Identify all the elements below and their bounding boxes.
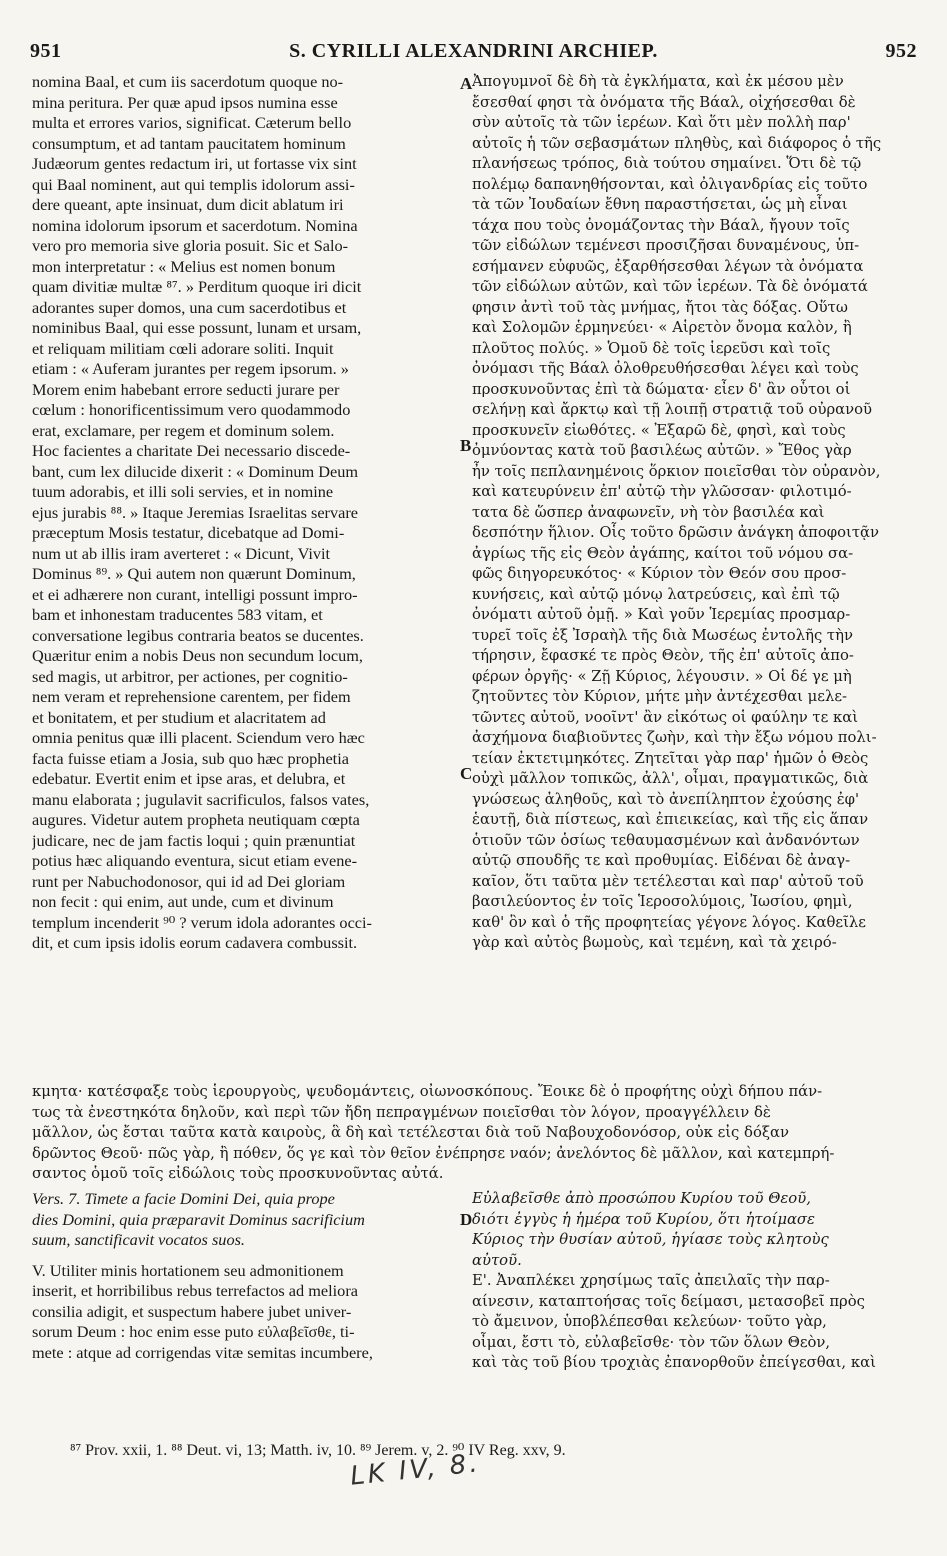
- greek-verse-line: αὐτοῦ.: [472, 1251, 522, 1269]
- greek-text-line: γνώσεως ἀληθοῦς, καὶ τὸ ἀνεπίληπτον ἐχούσης ἐφ': [472, 790, 860, 808]
- greek-text-line: ἑαυτῇ, διὰ πίστεως, καὶ ἐπιεικείας, καὶ τῆς εἰς ἅπαν: [472, 811, 869, 828]
- latin-text-line: et ei adhærere non curant, intelligi possunt impro-: [32, 584, 358, 604]
- greek-text-line: καθ' ὃν καὶ ὁ τῆς προφητείας γέγονε λόγος. Καθεῖλε: [472, 913, 866, 931]
- latin-text-line: et reliquam militiam cœli adorare soliti. Inquit: [32, 338, 334, 358]
- latin-text-line: num ut ab illis iram averteret : « Dicunt, Vivit: [32, 543, 331, 563]
- greek-text-line: φησιν ἀντὶ τοῦ τὰς μνήμας, ἤτοι τὰς δόξας. Οὕτω: [472, 298, 848, 316]
- latin-text-line: nomina Baal, et cum iis sacerdotum quoque no-: [32, 72, 344, 91]
- greek-text-line: πλοῦτος πολύς. » Ὁμοῦ δὲ τοῖς ἱερεῦσι καὶ τοῖς: [472, 339, 831, 357]
- greek-text-line: πλανήσεως τρόπος, διὰ τούτου σημαίνει. Ὅτι δὲ τῷ: [472, 155, 862, 172]
- latin-text-line: cœlum : honorificentissimum vero quodammodo: [32, 400, 351, 419]
- greek-verse-line: διότι ἐγγὺς ἡ ἡμέρα τοῦ Κυρίου, ὅτι ἡτοίμασε: [472, 1210, 815, 1228]
- greek-text-line: καὶ τὰς τοῦ βίου τροχιὰς ἐπανορθοῦν ἐπείγεσθαι, καὶ: [472, 1354, 876, 1371]
- latin-text-line: bant, cum lex dilucide dixerit : « Dominum Deum: [32, 461, 359, 481]
- page-header: [30, 40, 917, 70]
- latin-text-line: augures. Videtur autem propheta neutiquam cœpta: [32, 810, 360, 829]
- greek-text-line: αὐτοῖς ἡ τῶν σεβασμάτων πληθὺς, καὶ διάφορος ὁ τῆς: [472, 134, 882, 152]
- greek-text-line: ἀγρίως τῆς εἰς Θεὸν ἀγάπης, καίτοι τοῦ νόμου σα-: [472, 544, 854, 562]
- latin-text-line: Judæorum gentes redactum iri, ut fortasse vix sint: [32, 154, 357, 173]
- latin-text-line: sed magis, ut arbitror, per actiones, per cognitio-: [32, 666, 348, 686]
- latin-verse-and-commentary: [32, 1189, 456, 1363]
- latin-text-line: inserit, et horribilibus rebus terrefactos ad meliora: [32, 1281, 358, 1300]
- latin-text-line: nomina idolorum ipsorum et sacerdotum. Nomina: [32, 215, 358, 235]
- greek-text-line: τὰ τῶν Ἰουδαίων ἔθνη παραστήσεται, ὡς μὴ εἶναι: [472, 196, 848, 213]
- latin-text-line: multa et errores varios, significat. Cæterum bello: [32, 113, 352, 132]
- latin-text-line: mon interpretatur : « Melius est nomen bonum: [32, 256, 336, 276]
- greek-text-line: δεσπότην ἥλιον. Οἷς τοῦτο δρῶσιν ἀνάγκη ἀποφοιτᾷν: [472, 524, 880, 541]
- latin-text-line: nem veram et reprehensione carentem, per fidem: [32, 687, 351, 706]
- greek-text-line: προσκυνεῖν εἰωθότες. « Ἐξαρῶ δὲ, φησὶ, καὶ τοὺς: [472, 421, 846, 439]
- latin-text-line: adorantes super domos, una cum sacerdotibus et: [32, 297, 347, 317]
- latin-text-line: sorum Deum : hoc enim esse puto εὐλαβεῖσθε, ti-: [32, 1322, 355, 1341]
- latin-text-line: manu elaborata ; jugulavit sacrificulos, falsos vates,: [32, 789, 370, 809]
- greek-verse-line: Εὐλαβεῖσθε ἀπὸ προσώπου Κυρίου τοῦ Θεοῦ,: [472, 1190, 811, 1207]
- latin-text-line: et bonitatem, et per studium et alacritatem ad: [32, 707, 326, 727]
- footnotes: ⁸⁷ Prov. xxii, 1. ⁸⁸ Deut. vi, 13; Matth. iv, 10. ⁸⁹ Jerem. v, 2. ⁹⁰ IV Reg. xxv, 9.: [70, 1442, 566, 1459]
- greek-text-line: εσήμανεν εὐφυῶς, ἐξαρθήσεσθαι λέγων τὰ ὀνόματα: [472, 257, 864, 275]
- latin-text-line: Morem enim habebant errore seducti jurare per: [32, 379, 340, 399]
- latin-text-line: mete : atque ad corrigendas vitæ semitas incumbere,: [32, 1342, 373, 1362]
- latin-text-line: qui Baal nominent, aut qui templis idolorum assi-: [32, 174, 355, 194]
- greek-text-line: πολέμῳ δαπανηθήσονται, καὶ ὀλιγανδρίας εἰς τοῦτο: [472, 175, 868, 193]
- greek-text-line: καὶ κατευρύνειν ἐπ' αὐτῷ τὴν γλῶσσαν· φιλοτιμό-: [472, 483, 852, 500]
- greek-text-line: φέρων ὀργῆς· « Ζῇ Κύριος, λέγουσιν. » Οἱ δέ γε μὴ: [472, 667, 852, 685]
- greek-text-line: αίνεσιν, καταπτοήσας τοῖς δείμασι, μετασοβεῖ πρὸς: [472, 1292, 865, 1310]
- latin-text-line: potius hæc aliquando eventura, sicut etiam evene-: [32, 851, 358, 870]
- full-width-greek: [32, 1082, 917, 1185]
- greek-text-line: τείαν ἐκτετιμηκότες. Ζητεῖται γὰρ παρ' ἡμῶν ὁ Θεὸς: [472, 749, 869, 767]
- latin-text-line: Hoc facientes a charitate Dei necessario discede-: [32, 441, 351, 460]
- greek-text-line: φῶς διηγορευκότος· « Κύριον τὸν Θεόν σου προσ-: [472, 565, 847, 582]
- greek-text-line: προσκυνοῦντας ἐπὶ τὰ δώματα· εἶεν δ' ἂν οὗτοι οἱ: [472, 380, 851, 398]
- greek-text-line: ὀνόμασι τῆς Βάαλ ὀλοθρευθήσεσθαι λέγει καὶ τοὺς: [472, 360, 859, 377]
- greek-text-line: ἀσχήμονα διαβιοῦντες ζωὴν, καὶ τὴν ἔξω νόμου πολι-: [472, 729, 877, 746]
- latin-text-line: erat, exclamare, per regem et dominum solem.: [32, 420, 335, 440]
- greek-text-line: Ἀπογυμνοῖ δὲ δὴ τὰ ἐγκλήματα, καὶ ἐκ μέσου μὲν: [472, 73, 844, 90]
- latin-text-line: vero pro memoria sive gloria posuit. Sic et Salo-: [32, 236, 349, 255]
- latin-text-line: templum incenderit ⁹⁰ ? verum idola adorantes occi-: [32, 912, 372, 932]
- greek-text-line: ὀνόματι αὐτοῦ ὀμῇ. » Καὶ γοῦν Ἱερεμίας προσμαρ-: [472, 606, 851, 623]
- latin-text-line: judicare, nec de jam factis loqui ; quin prænuntiat: [32, 830, 356, 850]
- greek-text-line: γὰρ καὶ αὐτὸς βωμοὺς, καὶ τεμένη, καὶ τὰ χειρό-: [472, 934, 837, 951]
- latin-column: [32, 72, 456, 954]
- greek-text-line: αὐτῷ σπουδῆς τε καὶ προθυμίας. Εἰδέναι δὲ ἀναγ-: [472, 852, 851, 869]
- handwritten-annotation: LK IV, 8.: [348, 1448, 482, 1492]
- latin-text-line: dit, et cum ipsis idolis eorum cadavera combussit.: [32, 933, 358, 952]
- running-title: S. CYRILLI ALEXANDRINI ARCHIEP.: [289, 40, 658, 62]
- margin-marker-d: D: [460, 1210, 473, 1229]
- latin-text-line: consumptum, et ad tantam paucitatem hominum: [32, 133, 346, 153]
- greek-text-line: τως τὰ ἐνεστηκότα δηλοῦν, καὶ περὶ τῶν ἤδη πεπραγμένων ποιεῖσθαι τὸν λόγον, προαγγέλλειν δὲ: [32, 1103, 771, 1121]
- greek-text-line: κμητα· κατέσφαξε τοὺς ἱερουργοὺς, ψευδομάντεις, οἰωνοσκόπους. Ἔοικε δὲ ὁ προφήτης οὐχὶ δήπου πάν-: [32, 1083, 823, 1100]
- latin-text-line: conversatione legibus contraria beatos se ducentes.: [32, 625, 364, 645]
- latin-text-line: bam et inhonestam traducentes 583 vitam, et: [32, 605, 323, 624]
- greek-text-line: τῶντες αὐτοῦ, νοοῖντ' ἂν εἰκότως οἱ φαύλην τε καὶ: [472, 708, 858, 726]
- greek-text-line: ὀμνύοντας κατὰ τοῦ βασιλέως αὐτῶν. » Ἔθος γὰρ: [472, 442, 852, 459]
- greek-text-line: δρῶντος Θεοῦ· πῶς γὰρ, ἢ πόθεν, ὅς γε καὶ τὸν θεῖον ἐνέπρησε ναόν; ἀνελόντος δὲ μᾶλλον, καὶ κατεμπρή-: [32, 1144, 835, 1162]
- greek-text-line: σαντος ὁμοῦ τοῖς εἰδώλοις τοὺς προσκυνοῦντας αὐτά.: [32, 1165, 444, 1182]
- latin-text-line: dere queant, apte insinuat, dum dicit ablatum iri: [32, 195, 344, 214]
- latin-text-line: tuum adorabis, et illi soli servies, et in nomine: [32, 482, 334, 501]
- greek-text-line: σελήνῃ καὶ ἄρκτῳ καὶ τῇ λοιπῇ στρατιᾷ τοῦ οὐρανοῦ: [472, 401, 873, 418]
- greek-text-line: ζητοῦντες τὸν Κύριον, μήτε μὴν ἀντέχεσθαι μελε-: [472, 688, 847, 705]
- greek-verse: [472, 1189, 917, 1271]
- greek-text-line: ἦν τοῖς πεπλανημένοις ὅρκιον ποιεῖσθαι τὸν οὐρανὸν,: [472, 462, 881, 480]
- latin-text-line: V. Utiliter minis hortationem seu admonitionem: [32, 1260, 344, 1280]
- greek-text-line: καῖον, ὅτι ταῦτα μὲν τετέλεσται καὶ παρ' αὐτοῦ τοῦ: [472, 872, 864, 890]
- margin-marker-a: A: [460, 74, 473, 93]
- greek-text-line: βασιλεύοντος ἐν τοῖς Ἱεροσολύμοις, Ἰωσίου, φημὶ,: [472, 893, 853, 910]
- greek-text-line: μᾶλλον, ὡς ἔσται ταῦτα κατὰ καιροὺς, ἃ δὴ καὶ τετέλεσται διὰ τοῦ Ναβουχοδονόσορ, οὐκ εἰς δόξαν: [32, 1124, 789, 1141]
- latin-section-v: [32, 1261, 456, 1364]
- latin-text-line: nominibus Baal, qui esse possunt, lunam et ursam,: [32, 318, 362, 337]
- latin-text-line: consilia adigit, et suspectum habere jubet univer-: [32, 1301, 352, 1321]
- left-page-number: 951: [30, 40, 62, 62]
- greek-text-line: τυρεῖ τοῖς ἐξ Ἰσραὴλ τῆς διὰ Μωσέως ἐντολῆς τὴν: [472, 626, 853, 644]
- greek-text-line: Ε'. Ἀναπλέκει χρησίμως ταῖς ἀπειλαῖς τὴν παρ-: [472, 1272, 830, 1289]
- greek-text-line: τῶν εἰδώλων τεμένεσι προσιζῆσαι δυναμένους, ὑπ-: [472, 237, 860, 254]
- greek-text-line: τὸ ἄμεινον, ὑποβλέπεσθαι κελεύων· τοῦτο γὰρ,: [472, 1313, 827, 1330]
- greek-section-e: [472, 1271, 917, 1374]
- greek-text-line: τῶν εἰδώλων αὐτῶν, καὶ τῶν ἱερέων. Τὰ δὲ ὀνόματά: [472, 278, 868, 295]
- greek-text-line: οὐχὶ μᾶλλον τοπικῶς, ἀλλ', οἶμαι, πραγματικῶς, διὰ: [472, 770, 869, 787]
- latin-verse: [32, 1189, 456, 1251]
- latin-text-line: Quæritur enim a nobis Deus non secundum locum,: [32, 646, 364, 665]
- greek-text-line: ἔσεσθαί φησι τὰ ὀνόματα τῆς Βάαλ, οἰχήσεσθαι δὲ: [472, 93, 856, 111]
- margin-marker-b: B: [460, 436, 472, 455]
- greek-text-line: οἶμαι, ἔστι τὸ, εὐλαβεῖσθε· τὸν τῶν ὅλων Θεὸν,: [472, 1333, 831, 1351]
- margin-marker-c: C: [460, 764, 473, 783]
- latin-verse-line: Vers. 7. Timete a facie Domini Dei, quia prope: [32, 1189, 335, 1208]
- latin-text-line: mina peritura. Per quæ apud ipsos numina esse: [32, 92, 338, 112]
- latin-text-line: non fecit : qui enim, aut unde, cum et divinum: [32, 892, 334, 911]
- greek-text-line: καὶ Σολομῶν ἑρμηνεύει· « Αἱρετὸν ὄνομα καλὸν, ἢ: [472, 319, 852, 336]
- latin-text-line: præceptum Mosis testatur, dicebatque ad Domi-: [32, 523, 345, 542]
- latin-text-line: ejus jurabis ⁸⁸. » Itaque Jeremias Israelitas servare: [32, 502, 358, 522]
- greek-text-line: τάχα που τοὺς ὀνομάζοντας τὴν Βάαλ, ἤγουν τοῖς: [472, 216, 850, 234]
- greek-verse-line: Κύριος τὴν θυσίαν αὐτοῦ, ἡγίασε τοὺς κλητοὺς: [472, 1231, 829, 1248]
- greek-text-line: ὁτιοῦν τῶν ὁσίως τεθαυμασμένων καὶ ἀνδανόντων: [472, 831, 860, 849]
- latin-text-line: facta fuisse etiam a Josia, sub quo hæc prophetia: [32, 748, 349, 768]
- latin-text-line: omnia penitus quæ illi placent. Sciendum vero hæc: [32, 728, 365, 747]
- latin-text-line: runt per Nabuchodonosor, qui id ad Dei gloriam: [32, 871, 346, 891]
- greek-verse-and-commentary: [472, 1189, 917, 1374]
- latin-text-line: edebatur. Evertit enim et ipse aras, et delubra, et: [32, 769, 346, 788]
- greek-text-line: τατα δὲ ὥσπερ ἀναφωνεῖν, νὴ τὸν βασιλέα καὶ: [472, 503, 825, 521]
- right-page-number: 952: [885, 40, 917, 62]
- greek-column: [472, 72, 917, 954]
- latin-verse-line: dies Domini, quia præparavit Dominus sacrificium: [32, 1209, 365, 1229]
- latin-text-line: etiam : « Auferam jurantes per regem ipsorum. »: [32, 359, 349, 378]
- latin-text-line: Dominus ⁸⁹. » Qui autem non quærunt Dominum,: [32, 564, 356, 583]
- greek-text-line: τήρησιν, ἔφασκέ τε πρὸς Θεὸν, τῆς ἐπ' αὐτοῖς ἀπο-: [472, 647, 854, 664]
- greek-text-line: σὺν αὐτοῖς τὰ τῶν ἱερέων. Καὶ ὅτι μὲν πολλὴ παρ': [472, 114, 851, 131]
- latin-verse-line: suum, sanctificavit vocatos suos.: [32, 1230, 245, 1249]
- greek-text-line: κυνήσεις, καὶ αὐτῷ μόνῳ λατρεύσεις, καὶ ἐπὶ τῷ: [472, 585, 840, 603]
- latin-text-line: quam divitiæ multæ ⁸⁷. » Perditum quoque iri dicit: [32, 277, 362, 296]
